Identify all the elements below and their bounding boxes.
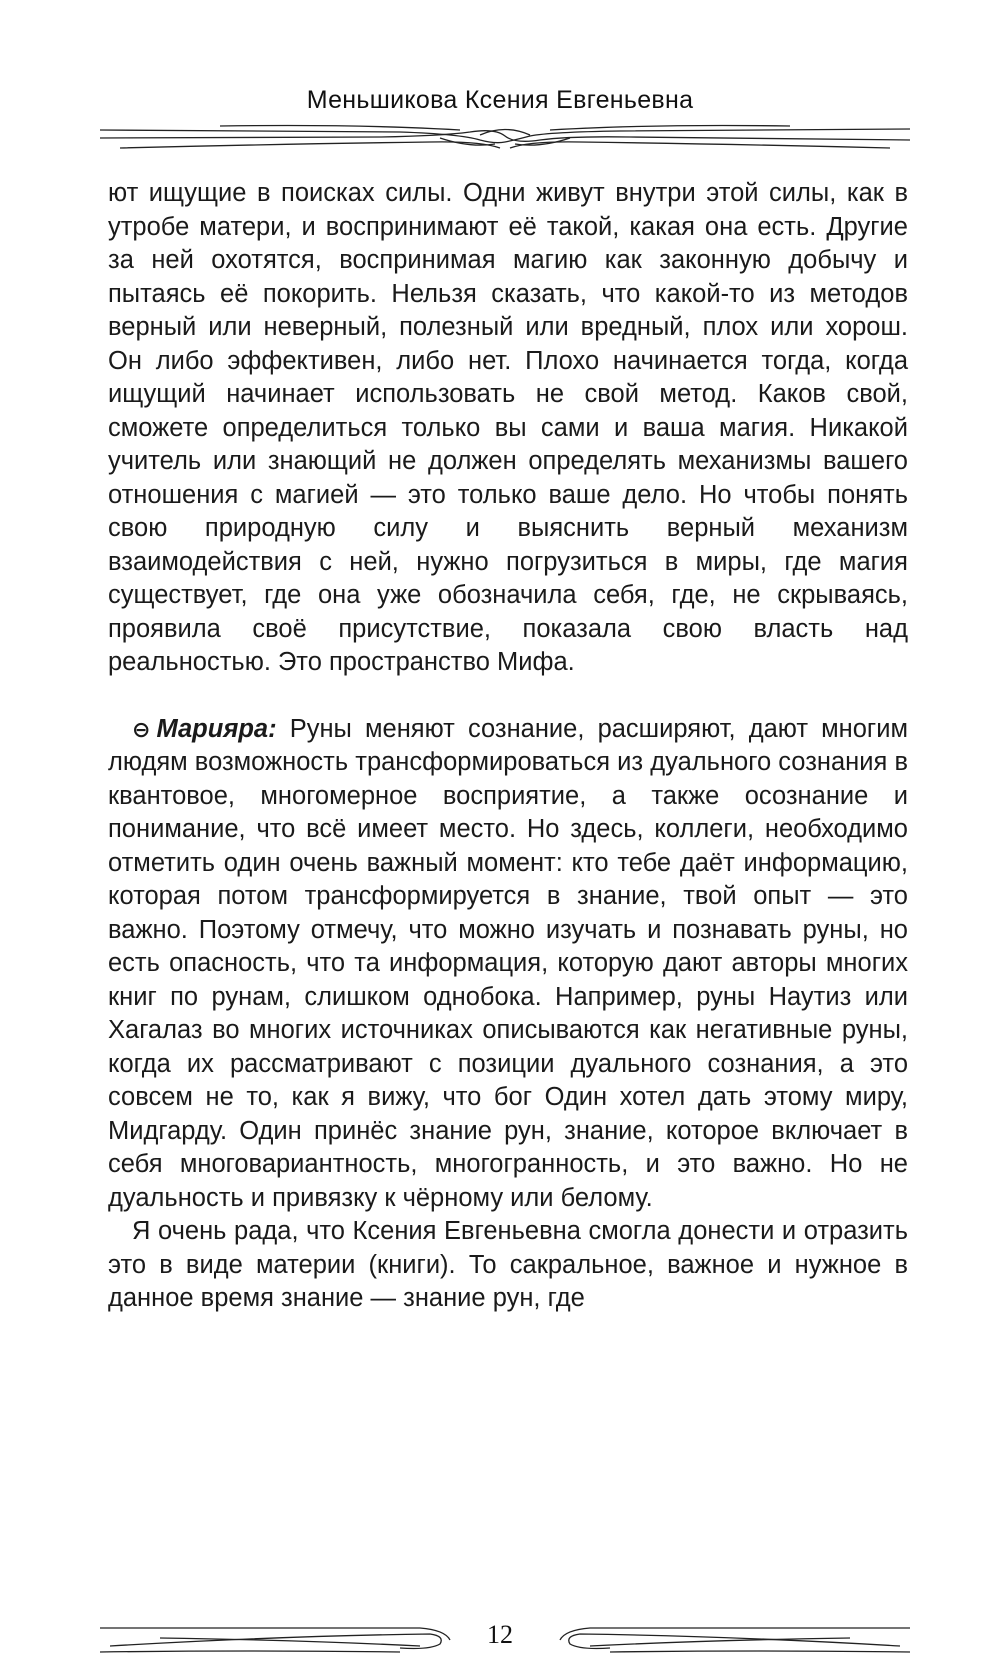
paragraph-3: Я очень рада, что Ксения Евгеньевна смогла донести и отразить это в виде материи (книги). То сакральное, важное и нужное в данное время знание — знание рун, где: [108, 1217, 908, 1312]
speaker-marker-icon: ⊖: [132, 716, 151, 742]
speaker-name: Марияра:: [156, 714, 277, 743]
running-header: Меньшикова Ксения Евгеньевна: [306, 86, 694, 114]
header-ornament: [100, 118, 910, 158]
paragraph-spacer: [108, 680, 908, 713]
paragraph-2-text: Руны меняют сознание, расширяют, дают многим людям возможность трансформироваться из дуального сознания в квантовое, многомерное восприятие, а также осознание и понимание, что всё имеет место. Но здесь, коллеги, необходимо отметить один очень важный момент: кто тебе даёт информацию, которая потом трансформируется в знание, твой опыт — это важно. Поэтому отмечу, что можно изучать и познавать руны, но есть опасность, что та информация, которую дают авторы многих книг по рунам, слишком однобока. Например, руны Наутиз или Хагалаз во многих источниках описываются как негативные руны, когда их рассматривают с позиции дуального сознания, а это совсем не то, как я вижу, что бог Один хотел дать этому миру, Мидгарду. Один принёс знание рун, знание, которое включает в себя многовариантность, многогранность, и это важно. Но не дуальность и привязку к чёрному или белому.: [108, 714, 908, 1212]
paragraph-1: ют ищущие в поисках силы. Одни живут внутри этой силы, как в утробе матери, и воспринимают её такой, какая она есть. Другие за ней охотятся, воспринимая магию как законную добычу и пытаясь её покорить. Нельзя сказать, что какой-то из методов верный или неверный, полезный или вредный, плох или хорош. Он либо эффективен, либо нет. Плохо начинается тогда, когда ищущий начинает использовать не свой метод. Каков свой, сможете определиться только вы сами и ваша магия. Никакой учитель или знающий не должен определять механизмы вашего отношения с магией — это только ваше дело. Но чтобы понять свою природную силу и выяснить верный механизм взаимодействия с ней, нужно погрузиться в миры, где магия существует, где она уже обозначила себя, где, не скрываясь, проявила своё присутствие, показала свою власть над реальностью. Это пространство Мифа.: [108, 179, 908, 676]
page-number: 12: [487, 1620, 513, 1649]
paragraph-2: [108, 713, 908, 1216]
body-text: [108, 177, 908, 1316]
